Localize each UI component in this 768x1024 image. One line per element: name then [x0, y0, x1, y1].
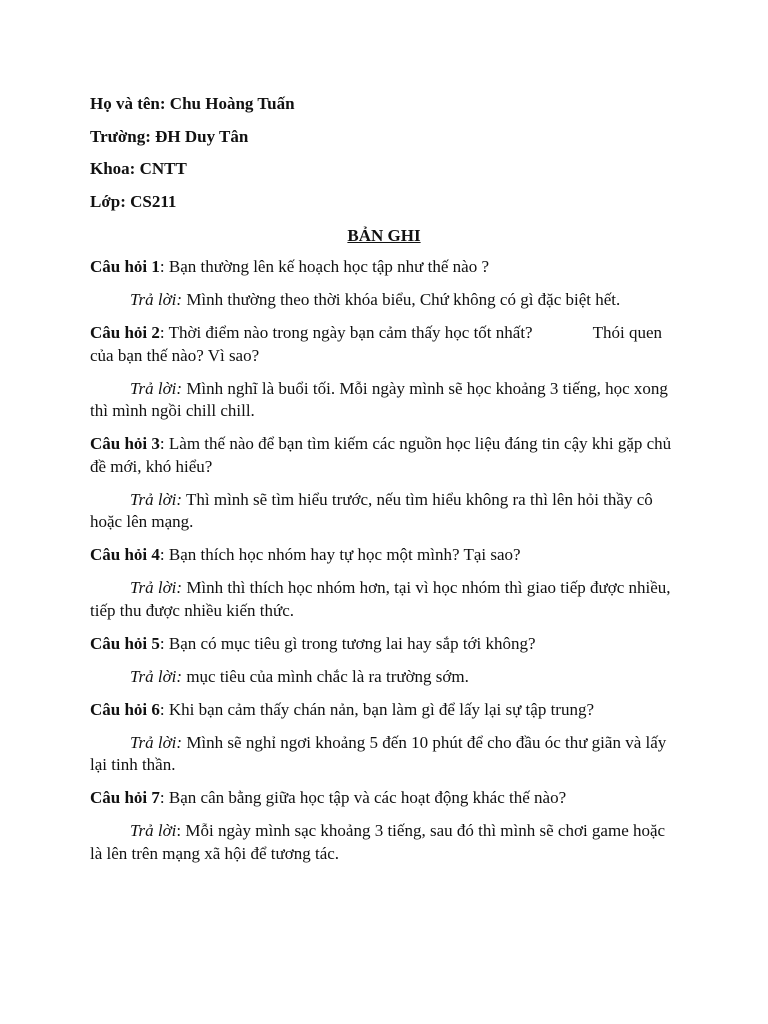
answer-label: Trả lời: [130, 290, 183, 309]
class-line [90, 191, 176, 214]
name-label: Họ và tên: [90, 94, 166, 113]
question-text: : Bạn cân bằng giữa học tập và các hoạt động khác thế nào? [159, 788, 567, 807]
question-text: : Bạn thường lên kế hoạch học tập như thế nào ? [159, 257, 489, 276]
question-1 [90, 256, 672, 279]
question-label: Câu hỏi 7 [90, 788, 160, 807]
question-text: : Thời điểm nào trong ngày bạn cảm thấy học tốt nhất? [159, 323, 533, 342]
answer-7 [90, 820, 672, 865]
answer-label: Trả lời: [130, 489, 183, 509]
answer-text: mục tiêu của mình chắc là ra trường sớm. [182, 666, 469, 686]
question-text: : Làm thế nào để bạn tìm kiếm các nguồn học liệu đáng tin cậy khi gặp chủ đề mới, khó hiểu? [90, 434, 672, 476]
answer-text: Thì mình sẽ tìm hiểu trước, nếu tìm hiểu không ra thì lên hỏi thầy cô hoặc lên mạng. [90, 489, 653, 531]
answer-2 [90, 378, 672, 423]
answer-1 [90, 289, 672, 312]
question-text: : Khi bạn cảm thấy chán nản, bạn làm gì để lấy lại sự tập trung? [159, 699, 595, 719]
question-label: Câu hỏi 4 [90, 545, 160, 564]
faculty-label: Khoa: [90, 159, 136, 178]
answer-label: Trả lời: [130, 578, 183, 597]
faculty-line [90, 158, 187, 181]
answer-4 [90, 577, 672, 622]
question-label: Câu hỏi 5 [90, 633, 160, 653]
answer-3 [90, 489, 672, 534]
question-5 [90, 633, 672, 656]
answer-label: Trả lời: [130, 666, 183, 686]
school-label: Trường: [90, 127, 151, 146]
document-title: BẢN GHI [347, 226, 421, 245]
answer-label: Trả lời: [130, 378, 183, 398]
class-label: Lớp: [90, 192, 126, 211]
student-name-line [90, 93, 295, 116]
question-label: Câu hỏi 2 [90, 323, 160, 342]
answer-text: : Mỗi ngày mình sạc khoảng 3 tiếng, sau đó thì mình sẽ chơi game hoặc là lên trên mạng xã hội để tương tác. [90, 821, 666, 863]
faculty-value: CNTT [139, 159, 187, 178]
question-4 [90, 544, 672, 567]
answer-text: Mình sẽ nghỉ ngơi khoảng 5 đến 10 phút để cho đầu óc thư giãn và lấy lại tinh thần. [90, 732, 667, 774]
question-label: Câu hỏi 3 [90, 434, 160, 453]
question-text: : Bạn thích học nhóm hay tự học một mình? Tại sao? [159, 545, 521, 564]
answer-text: Mình thường theo thời khóa biểu, Chứ không có gì đặc biệt hết. [182, 290, 621, 309]
answer-6 [90, 732, 672, 777]
question-2 [90, 322, 672, 367]
answer-5 [90, 666, 672, 689]
question-7 [90, 787, 672, 810]
answer-label: Trả lời: [130, 732, 183, 752]
question-label: Câu hỏi 1 [90, 257, 160, 276]
question-3 [90, 433, 672, 478]
school-line [90, 126, 248, 149]
question-label: Câu hỏi 6 [90, 699, 160, 719]
school-value: ĐH Duy Tân [155, 127, 249, 146]
question-text-continued: Thói quen của bạn thế nào? Vì sao? [90, 323, 662, 365]
answer-label: Trả lời [130, 821, 177, 840]
question-6 [90, 699, 672, 722]
name-value: Chu Hoàng Tuấn [169, 94, 295, 113]
question-text: : Bạn có mục tiêu gì trong tương lai hay sắp tới không? [159, 633, 536, 653]
answer-text: Mình thì thích học nhóm hơn, tại vì học nhóm thì giao tiếp được nhiều, tiếp thu được nhiều kiến thức. [90, 578, 671, 620]
answer-text: Mình nghĩ là buổi tối. Mỗi ngày mình sẽ học khoảng 3 tiếng, học xong thì mình ngồi chill chill. [90, 378, 668, 420]
qa-list [0, 256, 768, 876]
class-value: CS211 [130, 192, 177, 211]
